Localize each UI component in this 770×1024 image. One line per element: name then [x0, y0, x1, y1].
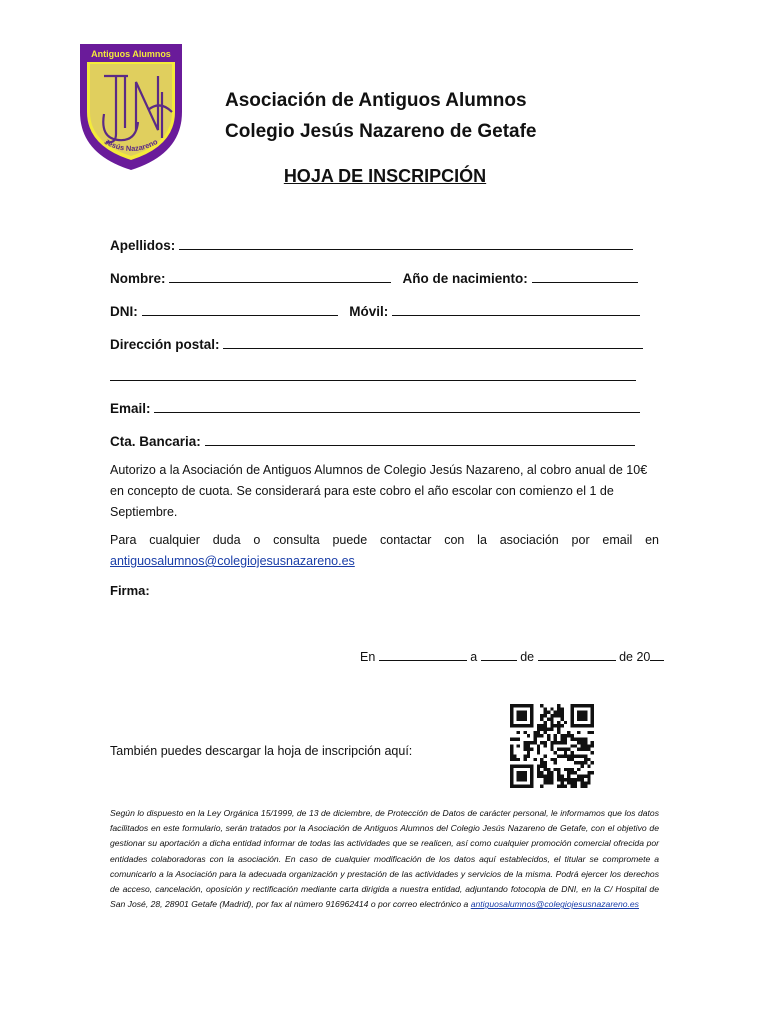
cta-row: [110, 431, 635, 449]
date-place-field[interactable]: [379, 648, 467, 661]
date-line: [360, 648, 664, 664]
email-row: [110, 398, 640, 416]
dni-field[interactable]: [142, 301, 338, 316]
movil-field[interactable]: [392, 301, 640, 316]
legal-text: Según lo dispuesto en la Ley Orgánica 15/1999, de 13 de diciembre, de Protección de Datos de carácter personal, le informamos que los datos facilitados en este formulario, serán tratados por la Asociación de Antiguos Alumnos del Colegio Jesús Nazareno de Getafe, con el objetivo de gestionar su aportación a dicha entidad informar de todas las actividades que se realicen, así como cualquier promoción comercial ofrecida por entidades colaboradoras con la asociación. En caso de cualquier modificación de los datos aquí establecidos, el titular se compromete a comunicarlo a la Asociación para la adecuada organización y prestación de las actividades y servicios de la misma. Podrá ejercer los derechos de acceso, cancelación, oposición y rectificación mediante carta dirigida a nuestra entidad, adjuntando fotocopia de DNI, en la C/ Hospital de San José, 28, 28901 Getafe (Madrid), por fax al número 916962414 o por correo electrónico a: [110, 808, 659, 910]
dni-label: DNI:: [110, 304, 138, 319]
date-month-field[interactable]: [538, 648, 616, 661]
apellidos-label: Apellidos:: [110, 238, 176, 253]
date-de2: de 20: [619, 650, 651, 664]
association-title: Asociación de Antiguos Alumnos: [225, 90, 527, 111]
logo-bottom-text: Jesús Nazareno: [102, 137, 160, 154]
legal-email-link[interactable]: antiguosalumnos@colegiojesusnazareno.es: [470, 899, 639, 910]
anio-nacimiento-field[interactable]: [532, 268, 638, 283]
logo-top-text: Antiguos Alumnos: [91, 49, 171, 59]
date-en: En: [360, 650, 376, 664]
contact-email-link[interactable]: antiguosalumnos@colegiojesusnazareno.es: [110, 554, 355, 568]
email-label: Email:: [110, 401, 151, 416]
cta-label: Cta. Bancaria:: [110, 434, 201, 449]
direccion-field-2[interactable]: [110, 366, 636, 381]
form-title: HOJA DE INSCRIPCIÓN: [283, 166, 487, 186]
date-de1: de: [520, 650, 535, 664]
qr-caption: También puedes descargar la hoja de inscripción aquí:: [110, 744, 413, 758]
school-title: Colegio Jesús Nazareno de Getafe: [225, 121, 537, 142]
movil-label: Móvil:: [349, 304, 389, 319]
dni-row: [110, 301, 640, 319]
nombre-label: Nombre:: [110, 271, 166, 286]
qr-code[interactable]: [510, 704, 594, 788]
legal-notice: [110, 806, 659, 912]
email-field[interactable]: [154, 398, 640, 413]
apellidos-field[interactable]: [179, 235, 633, 250]
anio-nacimiento-label: Año de nacimiento:: [402, 271, 528, 286]
direccion-label: Dirección postal:: [110, 337, 220, 352]
date-a: a: [470, 650, 478, 664]
apellidos-row: [110, 235, 633, 253]
signature-label: Firma:: [110, 583, 150, 598]
date-day-field[interactable]: [481, 648, 517, 661]
authorization-text: Autorizo a la Asociación de Antiguos Alumnos de Colegio Jesús Nazareno, al cobro anual de 10€ en concepto de cuota. Se considerará para este cobro el año escolar con comienzo el 1 de Septiembre.: [110, 463, 648, 519]
nombre-row: [110, 268, 638, 286]
cta-field[interactable]: [205, 431, 635, 446]
contact-text: Para cualquier duda o consulta puede contactar con la asociación por email en: [110, 533, 659, 547]
direccion-row-2: [110, 366, 636, 384]
direccion-field[interactable]: [223, 334, 643, 349]
association-logo: [78, 42, 184, 172]
contact-paragraph: [110, 530, 659, 572]
direccion-row: [110, 334, 643, 352]
date-year-field[interactable]: [650, 648, 664, 661]
nombre-field[interactable]: [169, 268, 391, 283]
